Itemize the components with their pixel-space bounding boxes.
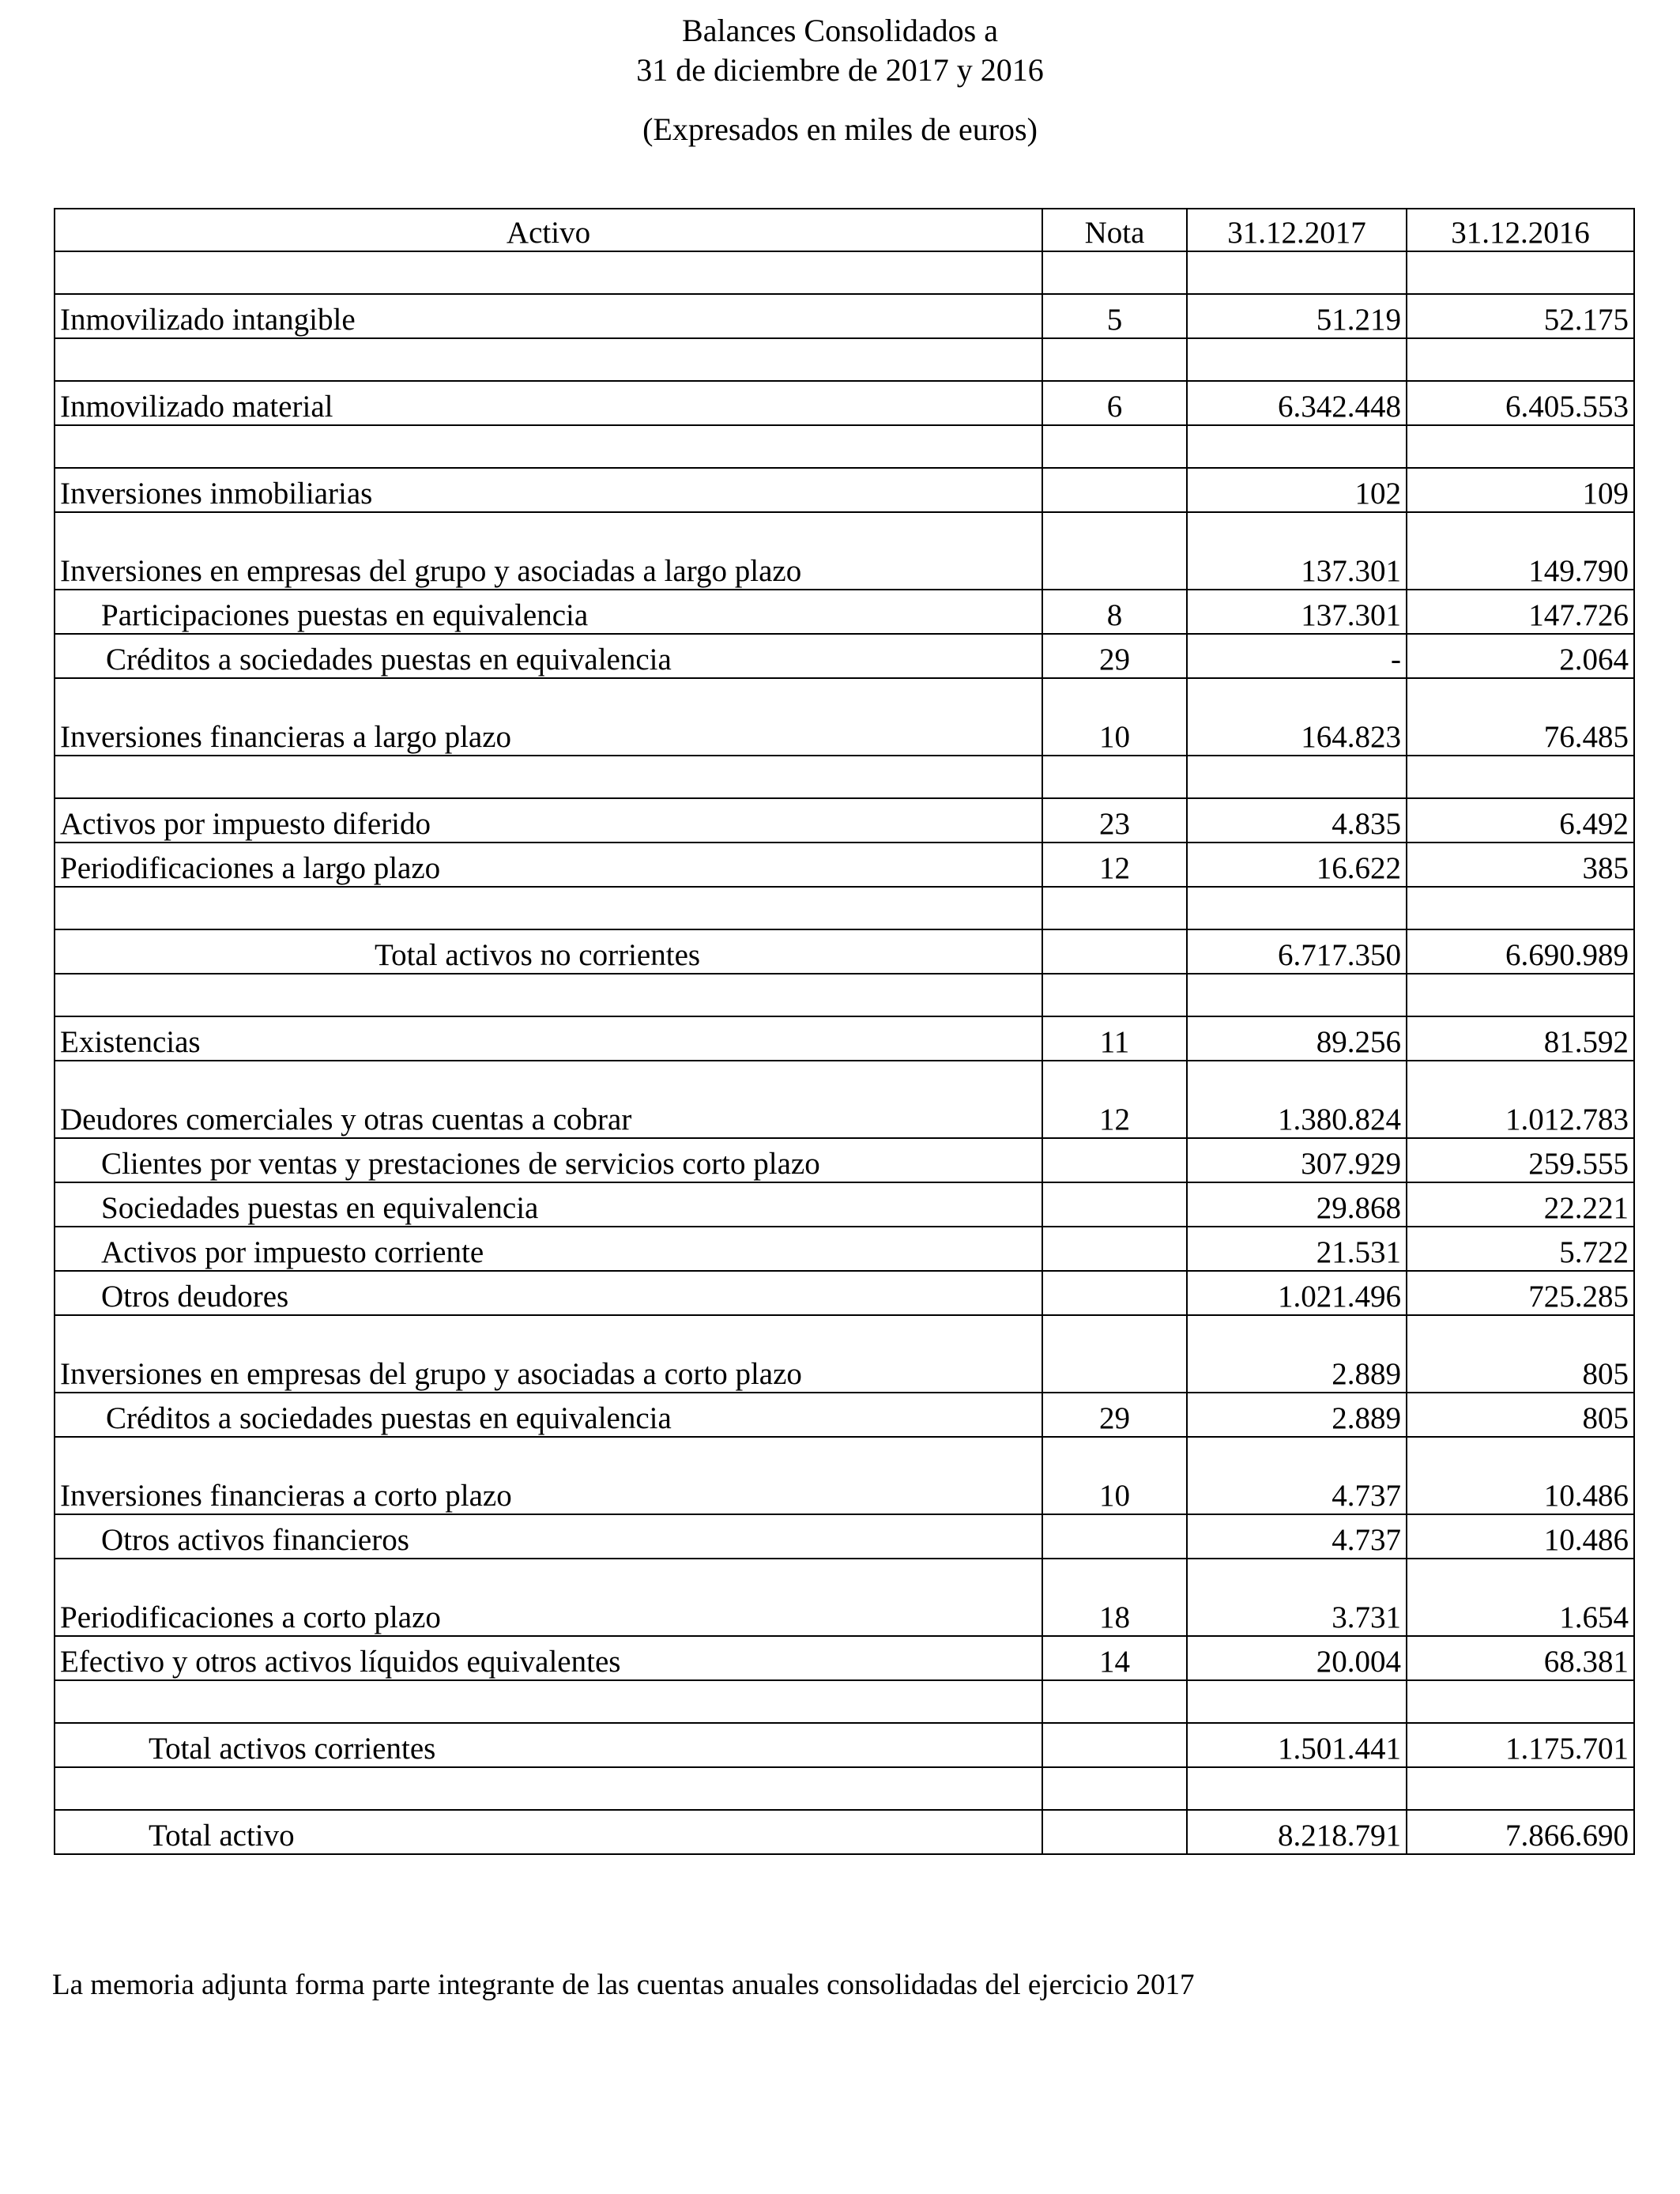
- table-row: [55, 1061, 1634, 1138]
- row-label: Inversiones financieras a largo plazo: [55, 678, 1042, 756]
- row-note-ref: 10: [1042, 1437, 1187, 1514]
- row-value-2017: 102: [1187, 468, 1407, 512]
- row-label: Activos por impuesto diferido: [55, 798, 1042, 843]
- row-value-2017: 164.823: [1187, 678, 1407, 756]
- row-label: Existencias: [55, 1016, 1042, 1061]
- row-note-ref: [1042, 1723, 1187, 1767]
- row-note-ref: [1042, 929, 1187, 974]
- table-row: [55, 1559, 1634, 1636]
- row-value-2016: 1.654: [1407, 1559, 1634, 1636]
- row-note-ref: 12: [1042, 843, 1187, 887]
- row-value-2017: [1187, 251, 1407, 294]
- row-value-2016: 6.690.989: [1407, 929, 1634, 974]
- row-label: [55, 251, 1042, 294]
- row-value-2017: 6.342.448: [1187, 381, 1407, 425]
- spacer-row: [55, 338, 1634, 381]
- table-row: [55, 1138, 1634, 1182]
- table-row: [55, 381, 1634, 425]
- row-note-ref: [1042, 974, 1187, 1016]
- row-note-ref: [1042, 1271, 1187, 1315]
- row-value-2017: 89.256: [1187, 1016, 1407, 1061]
- table-row: [55, 1227, 1634, 1271]
- row-label: Periodificaciones a largo plazo: [55, 843, 1042, 887]
- table-row: [55, 634, 1634, 678]
- row-label: Sociedades puestas en equivalencia: [55, 1182, 1042, 1227]
- table-row: [55, 294, 1634, 338]
- row-value-2016: 10.486: [1407, 1437, 1634, 1514]
- table-body: [55, 251, 1634, 1854]
- row-label: [55, 425, 1042, 468]
- table-row: [55, 1810, 1634, 1854]
- row-note-ref: [1042, 1767, 1187, 1810]
- row-note-ref: 8: [1042, 590, 1187, 634]
- spacer-row: [55, 251, 1634, 294]
- row-value-2017: 29.868: [1187, 1182, 1407, 1227]
- document-units-subtitle: (Expresados en miles de euros): [642, 111, 1038, 147]
- row-note-ref: [1042, 338, 1187, 381]
- row-label: Inmovilizado material: [55, 381, 1042, 425]
- row-label: [55, 1680, 1042, 1723]
- column-header-2017: 31.12.2017: [1187, 209, 1407, 251]
- spacer-row: [55, 425, 1634, 468]
- footer-note: La memoria adjunta forma parte integrante de las cuentas anuales consolidadas del ejercicio 2017: [52, 1969, 1195, 2001]
- row-note-ref: [1042, 1810, 1187, 1854]
- row-note-ref: 11: [1042, 1016, 1187, 1061]
- row-value-2017: [1187, 338, 1407, 381]
- spacer-row: [55, 1767, 1634, 1810]
- row-label: Créditos a sociedades puestas en equivalencia: [55, 1393, 1042, 1437]
- balance-sheet-table: [54, 208, 1635, 1855]
- row-note-ref: 12: [1042, 1061, 1187, 1138]
- row-value-2017: 4.737: [1187, 1514, 1407, 1559]
- table-row: [55, 929, 1634, 974]
- row-value-2017: -: [1187, 634, 1407, 678]
- row-value-2016: 6.492: [1407, 798, 1634, 843]
- row-value-2017: [1187, 756, 1407, 798]
- row-value-2016: [1407, 338, 1634, 381]
- row-label: Créditos a sociedades puestas en equivalencia: [55, 634, 1042, 678]
- column-header-nota: Nota: [1042, 209, 1187, 251]
- table-row: [55, 1393, 1634, 1437]
- row-value-2016: 805: [1407, 1393, 1634, 1437]
- row-label: Inversiones financieras a corto plazo: [55, 1437, 1042, 1514]
- row-note-ref: 29: [1042, 634, 1187, 678]
- row-value-2016: 1.175.701: [1407, 1723, 1634, 1767]
- row-label: Total activos corrientes: [55, 1723, 1042, 1767]
- row-note-ref: 29: [1042, 1393, 1187, 1437]
- row-note-ref: [1042, 512, 1187, 590]
- table-row: [55, 678, 1634, 756]
- row-note-ref: [1042, 1227, 1187, 1271]
- row-note-ref: [1042, 1138, 1187, 1182]
- row-label: Inversiones en empresas del grupo y asociadas a corto plazo: [55, 1315, 1042, 1393]
- row-value-2017: 307.929: [1187, 1138, 1407, 1182]
- table-row: [55, 512, 1634, 590]
- row-value-2016: 6.405.553: [1407, 381, 1634, 425]
- row-note-ref: 14: [1042, 1636, 1187, 1680]
- row-value-2016: 385: [1407, 843, 1634, 887]
- row-note-ref: [1042, 425, 1187, 468]
- row-value-2016: [1407, 1767, 1634, 1810]
- row-label: Total activos no corrientes: [55, 929, 1042, 974]
- row-label: Inversiones en empresas del grupo y asociadas a largo plazo: [55, 512, 1042, 590]
- row-value-2017: 21.531: [1187, 1227, 1407, 1271]
- column-header-2016: 31.12.2016: [1407, 209, 1634, 251]
- row-label: Otros activos financieros: [55, 1514, 1042, 1559]
- row-value-2017: [1187, 887, 1407, 929]
- row-label: [55, 887, 1042, 929]
- row-value-2017: 1.501.441: [1187, 1723, 1407, 1767]
- row-note-ref: [1042, 251, 1187, 294]
- row-label: Total activo: [55, 1810, 1042, 1854]
- row-value-2016: [1407, 974, 1634, 1016]
- row-value-2016: 2.064: [1407, 634, 1634, 678]
- row-note-ref: [1042, 887, 1187, 929]
- row-value-2016: [1407, 425, 1634, 468]
- table-header-row: [55, 209, 1634, 251]
- row-label: Clientes por ventas y prestaciones de servicios corto plazo: [55, 1138, 1042, 1182]
- row-note-ref: [1042, 1514, 1187, 1559]
- row-label: Efectivo y otros activos líquidos equivalentes: [55, 1636, 1042, 1680]
- row-value-2016: 149.790: [1407, 512, 1634, 590]
- row-value-2017: 137.301: [1187, 590, 1407, 634]
- column-header-activo: Activo: [55, 209, 1042, 251]
- row-label: Deudores comerciales y otras cuentas a cobrar: [55, 1061, 1042, 1138]
- row-value-2017: 3.731: [1187, 1559, 1407, 1636]
- row-value-2017: [1187, 1680, 1407, 1723]
- row-label: [55, 974, 1042, 1016]
- row-note-ref: [1042, 756, 1187, 798]
- row-note-ref: [1042, 1315, 1187, 1393]
- row-label: [55, 756, 1042, 798]
- row-value-2016: 76.485: [1407, 678, 1634, 756]
- row-value-2017: 2.889: [1187, 1393, 1407, 1437]
- row-value-2017: [1187, 1767, 1407, 1810]
- row-value-2016: [1407, 756, 1634, 798]
- row-label: Activos por impuesto corriente: [55, 1227, 1042, 1271]
- row-note-ref: 6: [1042, 381, 1187, 425]
- table-row: [55, 1437, 1634, 1514]
- document-date-line: 31 de diciembre de 2017 y 2016: [636, 52, 1044, 88]
- row-note-ref: [1042, 468, 1187, 512]
- table-row: [55, 590, 1634, 634]
- row-value-2016: 22.221: [1407, 1182, 1634, 1227]
- row-value-2017: 8.218.791: [1187, 1810, 1407, 1854]
- row-value-2016: 725.285: [1407, 1271, 1634, 1315]
- row-value-2017: 51.219: [1187, 294, 1407, 338]
- row-value-2016: 7.866.690: [1407, 1810, 1634, 1854]
- row-label: Inmovilizado intangible: [55, 294, 1042, 338]
- row-label: [55, 338, 1042, 381]
- row-value-2017: [1187, 974, 1407, 1016]
- spacer-row: [55, 1680, 1634, 1723]
- row-label: Otros deudores: [55, 1271, 1042, 1315]
- row-value-2017: 4.737: [1187, 1437, 1407, 1514]
- row-value-2016: 805: [1407, 1315, 1634, 1393]
- spacer-row: [55, 756, 1634, 798]
- row-value-2017: 1.021.496: [1187, 1271, 1407, 1315]
- table-row: [55, 843, 1634, 887]
- row-value-2017: 137.301: [1187, 512, 1407, 590]
- table-row: [55, 798, 1634, 843]
- table-row: [55, 1182, 1634, 1227]
- row-value-2017: 2.889: [1187, 1315, 1407, 1393]
- table-row: [55, 1723, 1634, 1767]
- table-row: [55, 1514, 1634, 1559]
- row-value-2017: 6.717.350: [1187, 929, 1407, 974]
- row-value-2017: 1.380.824: [1187, 1061, 1407, 1138]
- row-value-2016: [1407, 1680, 1634, 1723]
- row-value-2016: 81.592: [1407, 1016, 1634, 1061]
- row-note-ref: 5: [1042, 294, 1187, 338]
- table-row: [55, 1636, 1634, 1680]
- row-note-ref: 10: [1042, 678, 1187, 756]
- row-note-ref: 18: [1042, 1559, 1187, 1636]
- row-note-ref: 23: [1042, 798, 1187, 843]
- row-value-2016: [1407, 251, 1634, 294]
- row-value-2016: [1407, 887, 1634, 929]
- row-value-2017: 20.004: [1187, 1636, 1407, 1680]
- row-value-2016: 147.726: [1407, 590, 1634, 634]
- table-row: [55, 1271, 1634, 1315]
- spacer-row: [55, 887, 1634, 929]
- row-value-2016: 109: [1407, 468, 1634, 512]
- row-value-2016: 5.722: [1407, 1227, 1634, 1271]
- row-label: Participaciones puestas en equivalencia: [55, 590, 1042, 634]
- table-row: [55, 468, 1634, 512]
- spacer-row: [55, 974, 1634, 1016]
- row-value-2016: 68.381: [1407, 1636, 1634, 1680]
- table-row: [55, 1016, 1634, 1061]
- row-value-2017: 4.835: [1187, 798, 1407, 843]
- row-label: Inversiones inmobiliarias: [55, 468, 1042, 512]
- row-value-2017: [1187, 425, 1407, 468]
- row-note-ref: [1042, 1182, 1187, 1227]
- document-title: Balances Consolidados a: [682, 13, 998, 48]
- row-label: [55, 1767, 1042, 1810]
- row-value-2016: 259.555: [1407, 1138, 1634, 1182]
- row-value-2017: 16.622: [1187, 843, 1407, 887]
- row-value-2016: 1.012.783: [1407, 1061, 1634, 1138]
- table-row: [55, 1315, 1634, 1393]
- row-label: Periodificaciones a corto plazo: [55, 1559, 1042, 1636]
- row-value-2016: 52.175: [1407, 294, 1634, 338]
- row-value-2016: 10.486: [1407, 1514, 1634, 1559]
- row-note-ref: [1042, 1680, 1187, 1723]
